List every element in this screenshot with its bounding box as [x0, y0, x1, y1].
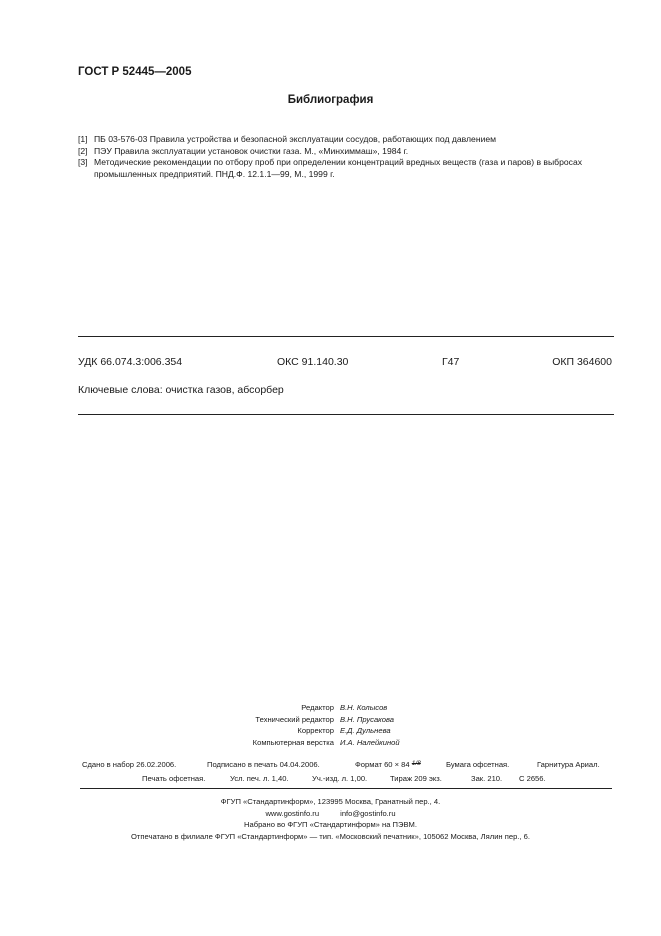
publisher-line: Отпечатано в филиале ФГУП «Стандартинформ» — тип. «Московский печатник», 105062 Москва, Лялин пер., 6. — [131, 831, 530, 841]
credit-name: В.Н. Колысов — [340, 703, 388, 712]
group-code: Г47 — [442, 356, 460, 368]
bibliography-item — [78, 157, 618, 180]
paper-format — [355, 760, 421, 769]
credit-name: Е.Д. Дульнева — [340, 726, 391, 735]
bibliography-item — [78, 146, 618, 158]
credit-line — [0, 725, 661, 737]
bibliography-title: Библиография — [287, 94, 374, 106]
credit-line — [0, 714, 661, 726]
divider-bottom — [78, 414, 614, 415]
keywords: Ключевые слова: очистка газов, абсорбер — [78, 384, 284, 396]
typeset-date: Сдано в набор 26.02.2006. — [82, 760, 177, 769]
reference-number: [2] — [78, 145, 88, 156]
circulation: Тираж 209 экз. — [390, 774, 442, 783]
credit-role: Технический редактор — [255, 714, 334, 724]
format-text: Формат 60 × 84 — [355, 760, 410, 769]
bibliography-item — [78, 134, 618, 146]
credits-block — [0, 702, 661, 748]
publisher-line: ФГУП «Стандартинформ», 123995 Москва, Гранатный пер., 4. — [220, 797, 441, 806]
credit-name: И.А. Налейкиной — [340, 737, 400, 747]
publisher-block — [0, 796, 661, 842]
reference-text: Методические рекомендации по отбору проб при определении концентраций вредных веществ (газа и паров) в выбросах промышленных предприятий. ПНД.Ф. 12.1.1—99, М., 1999 г. — [94, 157, 583, 179]
credit-line — [0, 702, 661, 714]
reference-text: ПБ 03-576-03 Правила устройства и безопасной эксплуатации сосудов, работающих под давлением — [94, 134, 497, 144]
bibliography-list — [78, 134, 618, 180]
c-number: С 2656. — [519, 774, 546, 783]
print-sheets: Усл. печ. л. 1,40. — [230, 774, 289, 783]
paper-type: Бумага офсетная. — [446, 760, 510, 769]
okp-code: ОКП 364600 — [552, 356, 612, 368]
divider-top — [78, 336, 614, 337]
printing-method: Печать офсетная. — [142, 774, 206, 783]
credit-role: Компьютерная верстка — [252, 737, 334, 747]
credit-name: В.Н. Прусакова — [340, 714, 394, 724]
format-fraction: 1/8 — [411, 760, 421, 767]
edit-sheets: Уч.-изд. л. 1,00. — [312, 774, 368, 783]
publisher-line: www.gostinfo.ru info@gostinfo.ru — [265, 808, 396, 818]
publisher-line: Набрано во ФГУП «Стандартинформ» на ПЭВМ. — [244, 820, 417, 830]
credit-role: Корректор — [297, 726, 334, 735]
oks-code: ОКС 91.140.30 — [277, 356, 349, 368]
signed-date: Подписано в печать 04.04.2006. — [207, 760, 320, 769]
document-code: ГОСТ Р 52445—2005 — [78, 66, 192, 78]
divider-print — [80, 788, 612, 789]
credit-line — [0, 737, 661, 749]
credit-role: Редактор — [301, 703, 334, 712]
order-number: Зак. 210. — [471, 774, 503, 783]
reference-text: ПЭУ Правила эксплуатации установок очистки газа. М., «Минхиммаш», 1984 г. — [94, 145, 409, 156]
udk-code: УДК 66.074.3:006.354 — [78, 356, 183, 368]
reference-number: [3] — [78, 157, 88, 168]
reference-number: [1] — [78, 134, 88, 144]
typeface: Гарнитура Ариал. — [537, 760, 600, 769]
